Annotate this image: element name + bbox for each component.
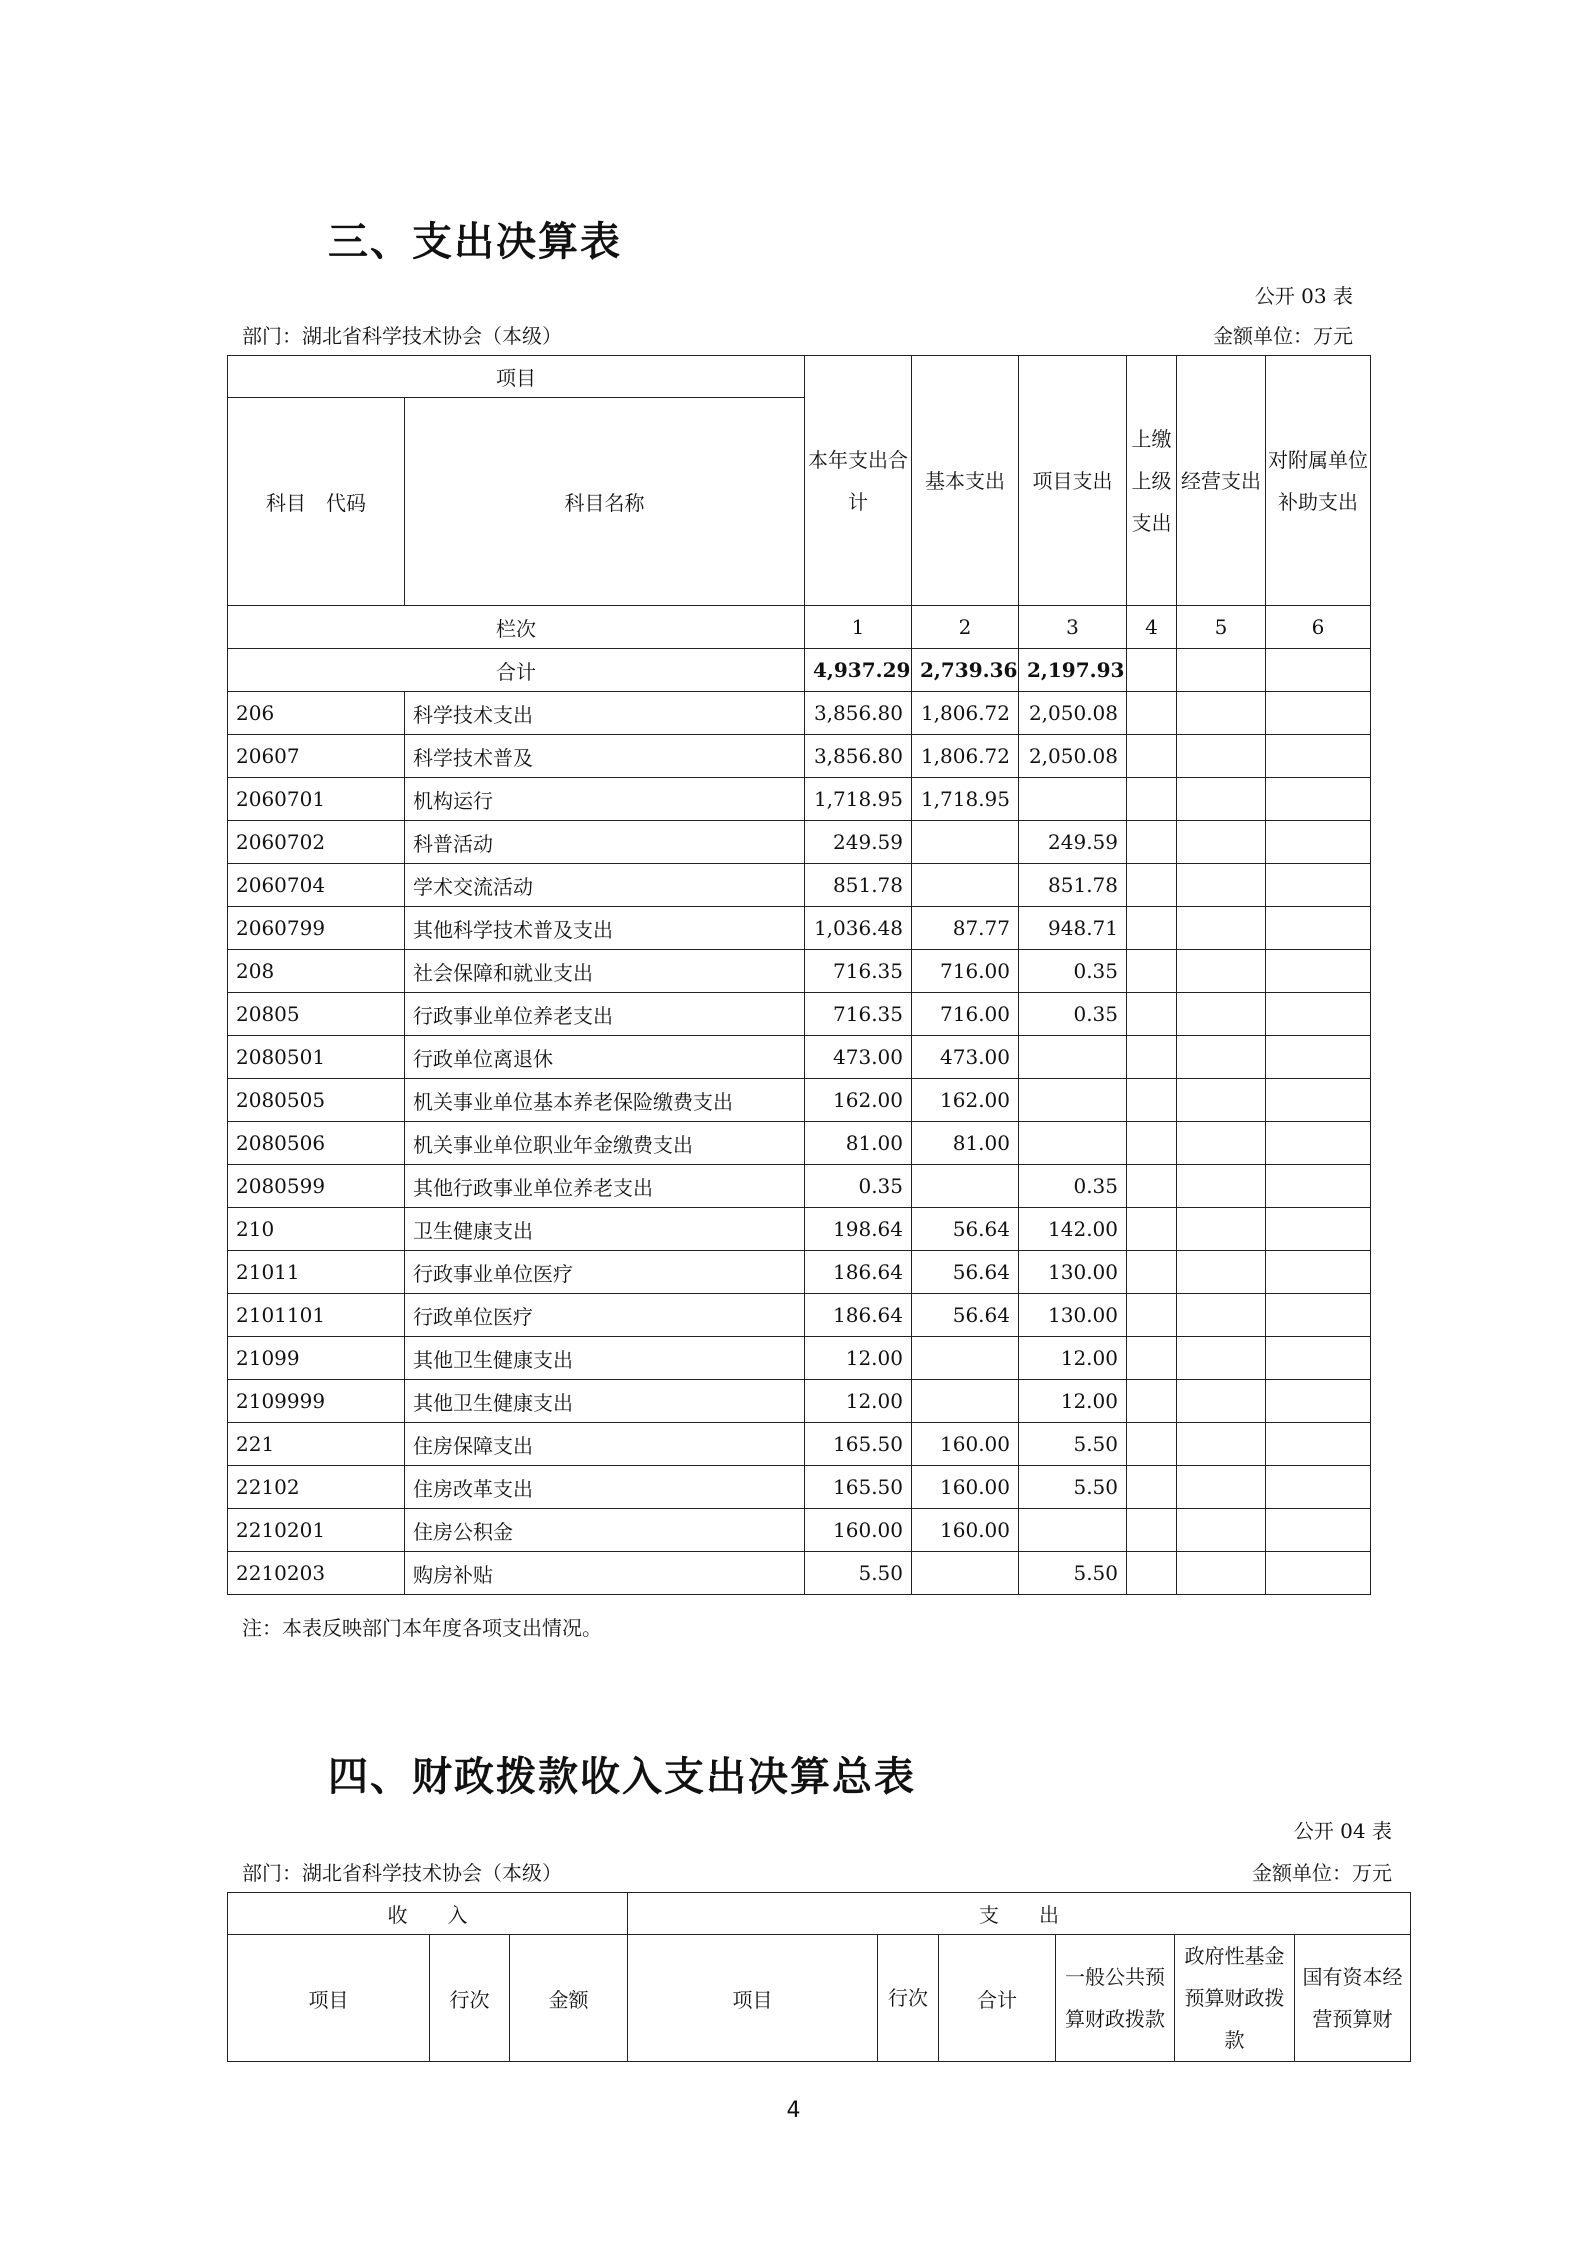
- row-name: 行政事业单位医疗: [405, 1251, 805, 1294]
- row-name: 卫生健康支出: [405, 1208, 805, 1251]
- row-v5: [1177, 1509, 1266, 1552]
- row-v2: [912, 1337, 1019, 1380]
- row-v2: 1,806.72: [912, 735, 1019, 778]
- row-v1: 81.00: [805, 1122, 912, 1165]
- row-code: 2060704: [228, 864, 405, 907]
- row-v3: 12.00: [1019, 1380, 1127, 1423]
- row-v6: [1266, 864, 1371, 907]
- row-v6: [1266, 1552, 1371, 1595]
- section3-form-no: 公开 03 表: [1254, 284, 1353, 308]
- row-v4: [1127, 1079, 1177, 1122]
- row-v1: 716.35: [805, 993, 912, 1036]
- table-row: [228, 778, 1371, 821]
- table-row: [228, 692, 1371, 735]
- row-v3: 12.00: [1019, 1337, 1127, 1380]
- row-code: 206: [228, 692, 405, 735]
- row-code: 210: [228, 1208, 405, 1251]
- row-v1: 1,036.48: [805, 907, 912, 950]
- section3-dept: 部门：湖北省科学技术协会（本级）: [242, 324, 562, 348]
- row-name: 机关事业单位基本养老保险缴费支出: [405, 1079, 805, 1122]
- row-v2: 162.00: [912, 1079, 1019, 1122]
- table-row: [228, 1036, 1371, 1079]
- row-v2: [912, 864, 1019, 907]
- row-v5: [1177, 1122, 1266, 1165]
- row-v1: 12.00: [805, 1337, 912, 1380]
- row-name: 其他科学技术普及支出: [405, 907, 805, 950]
- section3-title: 三、支出决算表: [328, 219, 622, 265]
- row-v3: 5.50: [1019, 1423, 1127, 1466]
- row-v1: 249.59: [805, 821, 912, 864]
- section4-unit: 金额单位：万元: [1252, 1861, 1392, 1885]
- row-code: 22102: [228, 1466, 405, 1509]
- row-v4: [1127, 1466, 1177, 1509]
- row-v2: 160.00: [912, 1466, 1019, 1509]
- row-v6: [1266, 1509, 1371, 1552]
- row-v6: [1266, 1466, 1371, 1509]
- section3-note: 注：本表反映部门本年度各项支出情况。: [242, 1616, 602, 1640]
- row-v5: [1177, 1552, 1266, 1595]
- row-v1: 198.64: [805, 1208, 912, 1251]
- row-v6: [1266, 821, 1371, 864]
- row-v5: [1177, 821, 1266, 864]
- table-row: [228, 907, 1371, 950]
- row-v1: 186.64: [805, 1251, 912, 1294]
- row-name: 科学技术支出: [405, 692, 805, 735]
- row-v3: 142.00: [1019, 1208, 1127, 1251]
- row-v2: 716.00: [912, 993, 1019, 1036]
- header-income: 收 入: [228, 1893, 628, 1935]
- page-number: 4: [786, 2098, 801, 2123]
- row-code: 2080501: [228, 1036, 405, 1079]
- header-col3: 项目支出: [1019, 356, 1127, 606]
- row-v5: [1177, 993, 1266, 1036]
- row-v1: 165.50: [805, 1466, 912, 1509]
- total-v4: [1127, 649, 1177, 692]
- row-code: 2060701: [228, 778, 405, 821]
- header-expense: 支 出: [628, 1893, 1411, 1935]
- row-code: 2210203: [228, 1552, 405, 1595]
- header-col1: 本年支出合计: [805, 356, 912, 606]
- row-v6: [1266, 1122, 1371, 1165]
- row-v4: [1127, 1337, 1177, 1380]
- table-row: [228, 821, 1371, 864]
- row-v3: 0.35: [1019, 950, 1127, 993]
- row-name: 行政单位离退休: [405, 1036, 805, 1079]
- row-v5: [1177, 1294, 1266, 1337]
- lanci-4: 4: [1127, 606, 1177, 649]
- row-v2: 81.00: [912, 1122, 1019, 1165]
- row-name: 其他卫生健康支出: [405, 1337, 805, 1380]
- total-label: 合计: [228, 649, 805, 692]
- row-v6: [1266, 1294, 1371, 1337]
- row-v6: [1266, 950, 1371, 993]
- table-row: [228, 735, 1371, 778]
- row-name: 科普活动: [405, 821, 805, 864]
- row-v2: [912, 821, 1019, 864]
- table-row: [228, 1380, 1371, 1423]
- row-v3: 5.50: [1019, 1552, 1127, 1595]
- row-v5: [1177, 1423, 1266, 1466]
- row-name: 住房公积金: [405, 1509, 805, 1552]
- header-col4: 上缴上级支出: [1127, 356, 1177, 606]
- row-v3: [1019, 778, 1127, 821]
- row-v6: [1266, 692, 1371, 735]
- row-v2: [912, 1380, 1019, 1423]
- row-name: 学术交流活动: [405, 864, 805, 907]
- table-row: [228, 1337, 1371, 1380]
- row-v4: [1127, 1208, 1177, 1251]
- row-v4: [1127, 1423, 1177, 1466]
- row-code: 21099: [228, 1337, 405, 1380]
- fiscal-summary-table: [227, 1892, 1411, 2062]
- row-v2: 1,718.95: [912, 778, 1019, 821]
- table-row: [228, 1208, 1371, 1251]
- row-v4: [1127, 993, 1177, 1036]
- row-v2: 160.00: [912, 1423, 1019, 1466]
- row-v5: [1177, 1079, 1266, 1122]
- row-name: 住房改革支出: [405, 1466, 805, 1509]
- header-amount: 金额: [510, 1935, 628, 2062]
- total-v5: [1177, 649, 1266, 692]
- row-name: 社会保障和就业支出: [405, 950, 805, 993]
- expense-table: [227, 355, 1371, 1595]
- row-code: 2109999: [228, 1380, 405, 1423]
- table-row: [228, 1466, 1371, 1509]
- row-name: 其他行政事业单位养老支出: [405, 1165, 805, 1208]
- row-v5: [1177, 950, 1266, 993]
- row-v3: [1019, 1509, 1127, 1552]
- row-v6: [1266, 1337, 1371, 1380]
- row-v3: [1019, 1036, 1127, 1079]
- header-total: 合计: [939, 1935, 1056, 2062]
- row-v4: [1127, 864, 1177, 907]
- row-v4: [1127, 1552, 1177, 1595]
- header-lanci: 栏次: [228, 606, 805, 649]
- row-code: 2210201: [228, 1509, 405, 1552]
- row-v5: [1177, 692, 1266, 735]
- row-v4: [1127, 1165, 1177, 1208]
- header-row-no: 行次: [430, 1935, 510, 2062]
- row-v3: 0.35: [1019, 1165, 1127, 1208]
- section3-unit: 金额单位：万元: [1213, 324, 1353, 348]
- header-gov-fund: 政府性基金预算财政拨款: [1175, 1935, 1295, 2062]
- row-name: 住房保障支出: [405, 1423, 805, 1466]
- row-v6: [1266, 1165, 1371, 1208]
- row-code: 21011: [228, 1251, 405, 1294]
- row-v4: [1127, 1251, 1177, 1294]
- row-v3: 249.59: [1019, 821, 1127, 864]
- total-v3: 2,197.93: [1019, 649, 1127, 692]
- row-v3: [1019, 1122, 1127, 1165]
- header-col5: 经营支出: [1177, 356, 1266, 606]
- total-v6: [1266, 649, 1371, 692]
- row-v6: [1266, 1036, 1371, 1079]
- row-v2: 716.00: [912, 950, 1019, 993]
- table-row: [228, 1294, 1371, 1337]
- row-code: 2080506: [228, 1122, 405, 1165]
- row-v3: 851.78: [1019, 864, 1127, 907]
- section4-dept: 部门：湖北省科学技术协会（本级）: [242, 1861, 562, 1885]
- row-v5: [1177, 1337, 1266, 1380]
- row-v5: [1177, 1380, 1266, 1423]
- table-row: [228, 1251, 1371, 1294]
- row-v2: [912, 1165, 1019, 1208]
- header-name: 科目名称: [405, 398, 805, 606]
- row-v4: [1127, 1380, 1177, 1423]
- row-v3: 130.00: [1019, 1251, 1127, 1294]
- row-v3: 948.71: [1019, 907, 1127, 950]
- row-v5: [1177, 864, 1266, 907]
- row-v1: 3,856.80: [805, 735, 912, 778]
- row-v4: [1127, 821, 1177, 864]
- row-v4: [1127, 778, 1177, 821]
- row-v4: [1127, 907, 1177, 950]
- row-code: 20805: [228, 993, 405, 1036]
- row-v3: 0.35: [1019, 993, 1127, 1036]
- header-item2: 项目: [628, 1935, 878, 2062]
- row-name: 其他卫生健康支出: [405, 1380, 805, 1423]
- total-v1: 4,937.29: [805, 649, 912, 692]
- row-v4: [1127, 692, 1177, 735]
- row-v1: 165.50: [805, 1423, 912, 1466]
- row-v1: 12.00: [805, 1380, 912, 1423]
- row-v2: 160.00: [912, 1509, 1019, 1552]
- row-v1: 851.78: [805, 864, 912, 907]
- header-project: 项目: [228, 356, 805, 398]
- row-v4: [1127, 1036, 1177, 1079]
- row-v5: [1177, 907, 1266, 950]
- lanci-2: 2: [912, 606, 1019, 649]
- table-row: [228, 1122, 1371, 1165]
- row-code: 221: [228, 1423, 405, 1466]
- row-v6: [1266, 1380, 1371, 1423]
- row-v5: [1177, 778, 1266, 821]
- row-v4: [1127, 1122, 1177, 1165]
- row-code: 2101101: [228, 1294, 405, 1337]
- row-v1: 3,856.80: [805, 692, 912, 735]
- lanci-6: 6: [1266, 606, 1371, 649]
- row-v3: 2,050.08: [1019, 692, 1127, 735]
- row-v2: 1,806.72: [912, 692, 1019, 735]
- row-v3: 5.50: [1019, 1466, 1127, 1509]
- table-row: [228, 1423, 1371, 1466]
- total-v2: 2,739.36: [912, 649, 1019, 692]
- row-code: 2060799: [228, 907, 405, 950]
- section4-form-no: 公开 04 表: [1293, 1819, 1392, 1843]
- row-v6: [1266, 993, 1371, 1036]
- lanci-3: 3: [1019, 606, 1127, 649]
- row-v5: [1177, 1466, 1266, 1509]
- row-code: 208: [228, 950, 405, 993]
- row-v2: 56.64: [912, 1208, 1019, 1251]
- row-v6: [1266, 1423, 1371, 1466]
- row-v4: [1127, 950, 1177, 993]
- row-v3: [1019, 1079, 1127, 1122]
- row-v6: [1266, 735, 1371, 778]
- table-row: [228, 1079, 1371, 1122]
- row-v1: 186.64: [805, 1294, 912, 1337]
- row-v6: [1266, 1208, 1371, 1251]
- row-v3: 130.00: [1019, 1294, 1127, 1337]
- row-v5: [1177, 735, 1266, 778]
- row-v1: 716.35: [805, 950, 912, 993]
- row-name: 购房补贴: [405, 1552, 805, 1595]
- section4-title: 四、财政拨款收入支出决算总表: [328, 1754, 916, 1800]
- row-v6: [1266, 907, 1371, 950]
- row-name: 机关事业单位职业年金缴费支出: [405, 1122, 805, 1165]
- row-v5: [1177, 1208, 1266, 1251]
- row-v1: 160.00: [805, 1509, 912, 1552]
- row-v4: [1127, 735, 1177, 778]
- row-code: 2080505: [228, 1079, 405, 1122]
- lanci-5: 5: [1177, 606, 1266, 649]
- row-v1: 5.50: [805, 1552, 912, 1595]
- row-v6: [1266, 778, 1371, 821]
- table-row: [228, 1509, 1371, 1552]
- row-name: 行政事业单位养老支出: [405, 993, 805, 1036]
- row-v2: 87.77: [912, 907, 1019, 950]
- row-v3: 2,050.08: [1019, 735, 1127, 778]
- header-general-budget: 一般公共预算财政拨款: [1056, 1935, 1175, 2062]
- row-code: 2060702: [228, 821, 405, 864]
- row-v2: 56.64: [912, 1251, 1019, 1294]
- row-v1: 0.35: [805, 1165, 912, 1208]
- row-code: 2080599: [228, 1165, 405, 1208]
- header-col6: 对附属单位补助支出: [1266, 356, 1371, 606]
- row-name: 科学技术普及: [405, 735, 805, 778]
- row-name: 机构运行: [405, 778, 805, 821]
- row-v2: 56.64: [912, 1294, 1019, 1337]
- table-row: [228, 1552, 1371, 1595]
- header-item: 项目: [228, 1935, 430, 2062]
- table-row: [228, 1165, 1371, 1208]
- table-row: [228, 993, 1371, 1036]
- row-v5: [1177, 1251, 1266, 1294]
- table-row: [228, 864, 1371, 907]
- header-col2: 基本支出: [912, 356, 1019, 606]
- header-row-no2: 行次: [878, 1935, 939, 2062]
- row-v1: 473.00: [805, 1036, 912, 1079]
- lanci-1: 1: [805, 606, 912, 649]
- row-v1: 162.00: [805, 1079, 912, 1122]
- row-v6: [1266, 1251, 1371, 1294]
- row-v1: 1,718.95: [805, 778, 912, 821]
- table-row: [228, 950, 1371, 993]
- header-state-capital: 国有资本经营预算财: [1295, 1935, 1411, 2062]
- row-v5: [1177, 1165, 1266, 1208]
- row-code: 20607: [228, 735, 405, 778]
- header-code: 科目 代码: [228, 398, 405, 606]
- row-v5: [1177, 1036, 1266, 1079]
- row-v2: [912, 1552, 1019, 1595]
- row-v2: 473.00: [912, 1036, 1019, 1079]
- row-name: 行政单位医疗: [405, 1294, 805, 1337]
- row-v4: [1127, 1509, 1177, 1552]
- row-v4: [1127, 1294, 1177, 1337]
- row-v6: [1266, 1079, 1371, 1122]
